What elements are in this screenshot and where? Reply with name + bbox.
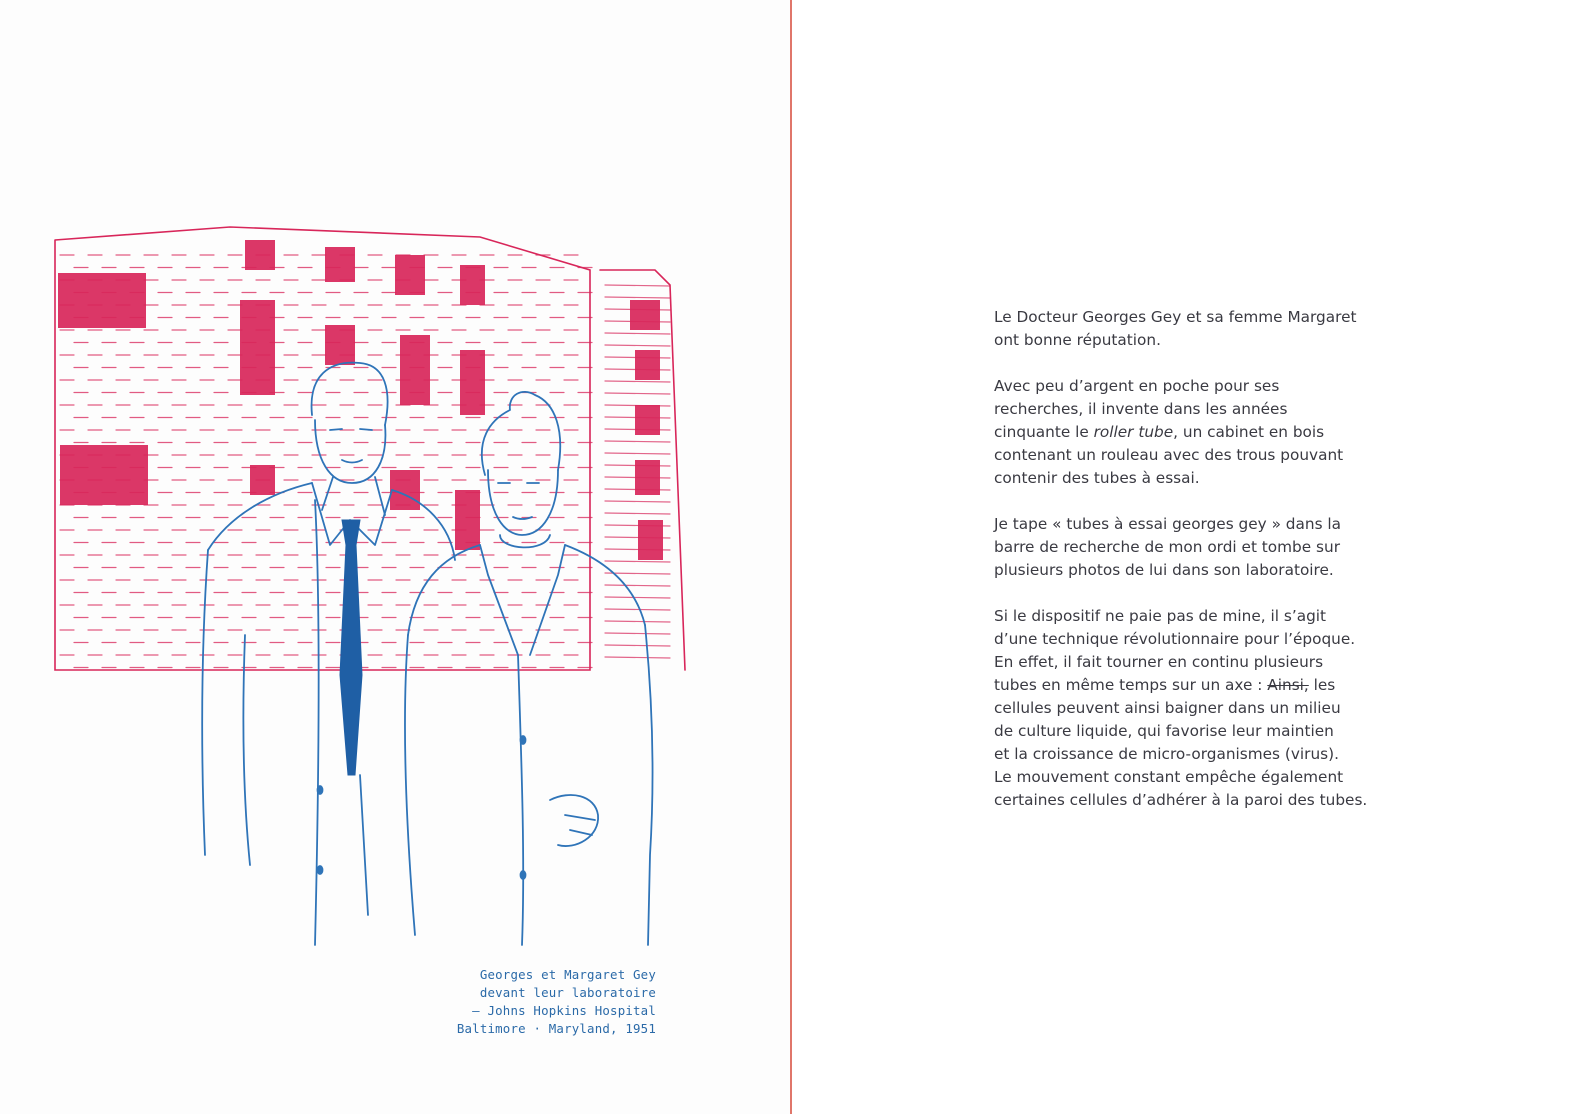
text-line: Si le dispositif ne paie pas de mine, il s’agit <box>994 607 1327 625</box>
building-window <box>460 265 485 305</box>
brick-mark <box>605 393 670 394</box>
building-window <box>630 300 660 330</box>
text-line <box>994 421 1434 444</box>
illustration-gey-couple <box>30 215 710 960</box>
building-window <box>250 465 275 495</box>
man-hair <box>312 363 388 425</box>
building-window <box>635 405 660 435</box>
brick-mark <box>605 285 670 286</box>
brick-mark <box>605 453 670 454</box>
brick-mark <box>605 609 670 610</box>
building-window <box>455 490 480 550</box>
man-mouth <box>342 460 362 463</box>
coat-button <box>318 786 323 794</box>
caption-line: devant leur laboratoire <box>479 985 656 1000</box>
caption-line: Georges et Margaret Gey <box>479 967 656 982</box>
illustration-caption <box>430 966 656 1038</box>
brick-mark <box>605 297 670 298</box>
text-line: barre de recherche de mon ordi et tombe sur <box>994 538 1340 556</box>
text-line: Je tape « tubes à essai georges gey » dans la <box>994 515 1342 533</box>
paragraph-2 <box>994 375 1434 490</box>
woman-lapel-right <box>530 545 565 655</box>
coat-button <box>318 866 323 874</box>
brick-mark <box>605 633 670 634</box>
building-window <box>60 445 148 505</box>
caption-line: Baltimore · Maryland, 1951 <box>456 1021 656 1036</box>
building-windows <box>58 240 663 560</box>
woman-coat-left <box>405 635 415 935</box>
coat-button <box>521 871 526 879</box>
text-line: et la croissance de micro-organismes (virus). <box>994 745 1339 763</box>
text-run: les <box>1308 676 1336 694</box>
man-coat-left <box>202 550 208 855</box>
brick-mark <box>605 381 670 382</box>
building-window <box>635 350 660 380</box>
paragraph-4 <box>994 605 1434 812</box>
building-window <box>395 255 425 295</box>
text-line: recherches, il invente dans les années <box>994 400 1288 418</box>
brick-mark <box>605 657 670 658</box>
text-line: d’une technique révolutionnaire pour l’époque. <box>994 630 1356 648</box>
woman-figure <box>405 392 653 945</box>
coat-button <box>521 736 526 744</box>
brick-lines <box>60 255 670 668</box>
building-window <box>325 325 355 365</box>
woman-lapel-left <box>480 545 518 655</box>
brick-mark <box>605 345 670 346</box>
building-window <box>638 520 663 560</box>
brick-mark <box>605 441 670 442</box>
text-line: Le Docteur Georges Gey et sa femme Margaret <box>994 308 1357 326</box>
building-window <box>400 335 430 405</box>
brick-mark <box>605 621 670 622</box>
building-window <box>58 273 146 328</box>
text-line: Avec peu d’argent en poche pour ses <box>994 377 1280 395</box>
text-run: cinquante le <box>994 423 1094 441</box>
man-coat-mid <box>360 775 368 915</box>
man-figure <box>202 363 455 945</box>
man-tie <box>340 520 362 775</box>
italic-term: roller tube <box>1093 423 1174 441</box>
brick-mark <box>605 561 670 562</box>
text-line: plusieurs photos de lui dans son laboratoire. <box>994 561 1334 579</box>
text-line: de culture liquide, qui favorise leur maintien <box>994 722 1334 740</box>
building-window <box>635 460 660 495</box>
paragraph-1 <box>994 306 1434 352</box>
building-window <box>325 247 355 282</box>
brick-mark <box>605 645 670 646</box>
woman-hands <box>550 795 598 846</box>
woman-arm-right <box>645 625 652 945</box>
text-line: En effet, il fait tourner en continu plusieurs <box>994 653 1324 671</box>
text-run: , un cabinet en bois <box>1173 423 1325 441</box>
brick-mark <box>605 597 670 598</box>
text-line: contenant un rouleau avec des trous pouvant <box>994 446 1344 464</box>
woman-neck <box>500 535 550 547</box>
text-line: certaines cellules d’adhérer à la paroi des tubes. <box>994 791 1368 809</box>
brick-mark <box>605 585 670 586</box>
text-line: cellules peuvent ainsi baigner dans un milieu <box>994 699 1341 717</box>
woman-hair <box>482 392 560 475</box>
woman-coat-edge <box>518 655 523 945</box>
brick-mark <box>605 501 670 502</box>
building-window <box>460 350 485 415</box>
text-line: contenir des tubes à essai. <box>994 469 1200 487</box>
brick-mark <box>605 513 670 514</box>
struck-word: Ainsi, <box>1267 676 1309 694</box>
paragraph-3 <box>994 513 1434 582</box>
body-text <box>994 306 1434 835</box>
text-line: Le mouvement constant empêche également <box>994 768 1344 786</box>
text-run: tubes en même temps sur un axe : <box>994 676 1268 694</box>
text-line: ont bonne réputation. <box>994 331 1161 349</box>
man-coat-edge <box>315 500 319 945</box>
building-window <box>240 300 275 395</box>
caption-line: – Johns Hopkins Hospital <box>472 1003 656 1018</box>
building-window <box>245 240 275 270</box>
brick-mark <box>605 333 670 334</box>
text-line <box>994 674 1434 697</box>
